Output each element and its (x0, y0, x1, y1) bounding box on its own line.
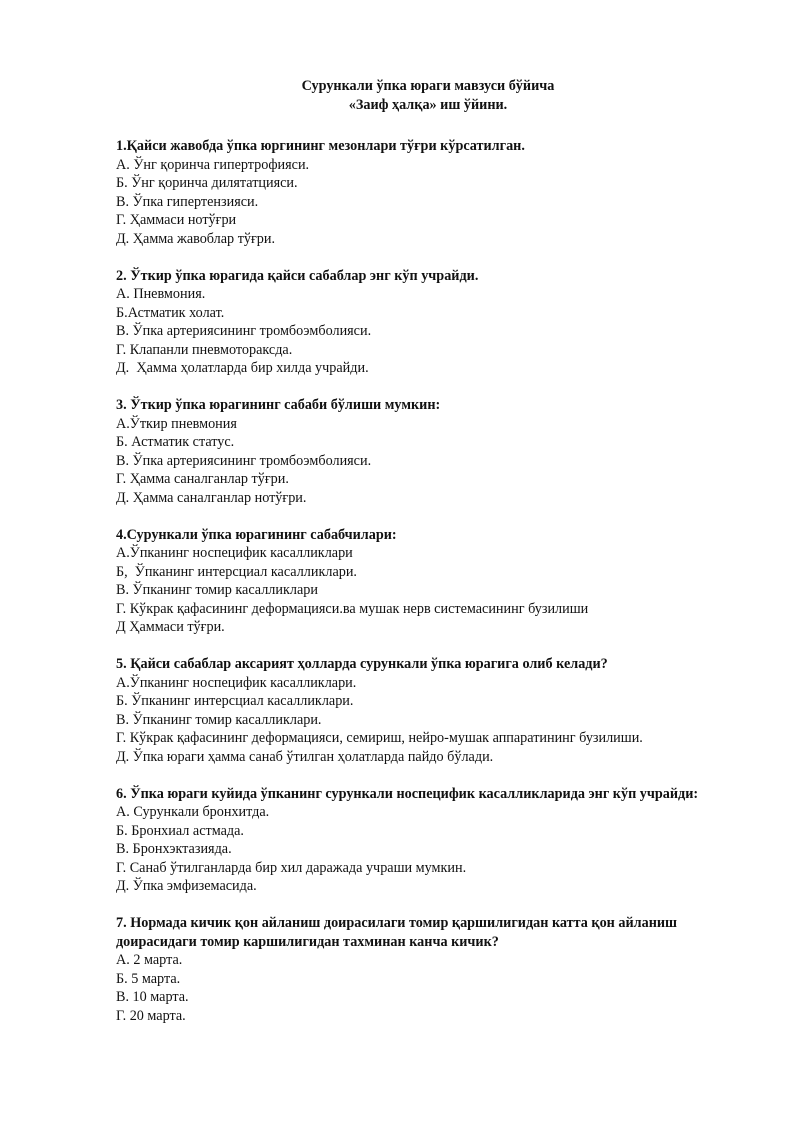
answer-option: Д Ҳаммаси тўғри. (116, 619, 225, 635)
title-line-2: «Заиф ҳалқа» иш ўйини. (348, 96, 508, 113)
answer-option: Г. 20 марта. (116, 1007, 186, 1024)
question-text: 3. Ўткир ўпка юрагининг сабаби бўлиши мумкин: (116, 397, 441, 413)
answer-option: А. Ўнг қоринча гипертрофияси. (116, 156, 310, 173)
answer-option: Д. Ўпка эмфиземасида. (116, 878, 257, 894)
answer-options (116, 285, 720, 378)
question-1 (116, 137, 720, 248)
answer-option: В. Ўпка гипертензияси. (116, 193, 259, 210)
question-4 (116, 526, 720, 637)
answer-option: Д. Ҳамма жавоблар тўғри. (116, 230, 276, 247)
answer-options (116, 803, 720, 896)
answer-option: В. Ўпка артериясининг тромбоэмболияси. (116, 452, 372, 469)
answer-option: В. Ўпканинг томир касалликлари. (116, 711, 322, 728)
answer-option: Д. Ҳамма саналганлар нотўғри. (116, 489, 307, 506)
answer-option: Б. Ўнг қоринча дилятатцияси. (116, 175, 298, 191)
answer-option: Г. Кўкрак қафасининг деформацияси.ва мушак нерв системасининг бузилиши (116, 600, 589, 617)
answer-option: А.Ўткир пневмония (116, 415, 237, 432)
question-6 (116, 785, 720, 896)
question-2 (116, 267, 720, 378)
question-3 (116, 396, 720, 507)
answer-option: Д. Ўпка юраги ҳамма санаб ўтилган ҳолатларда пайдо бўлади. (116, 748, 494, 765)
title-line-1: Сурункали ўпка юраги мавзуси бўйича (301, 78, 555, 94)
answer-options (116, 951, 720, 1025)
answer-option: Б. 5 марта. (116, 970, 181, 987)
question-7 (116, 914, 720, 1025)
document-title (116, 77, 720, 114)
answer-options (116, 544, 720, 637)
answer-option: А. 2 марта. (116, 952, 183, 968)
answer-options (116, 156, 720, 249)
question-text: 7. Нормада кичик қон айланиш доирасилаги томир қаршилигидан катта қон айланиш доирасидаги томир каршилигидан тахминан канча кичик? (116, 915, 678, 950)
question-text: 6. Ўпка юраги куйида ўпканинг сурункали носпецифик касалликларида энг кўп учрайди: (116, 785, 699, 802)
answer-option: А.Ўпканинг носпецифик касалликлари (116, 545, 353, 561)
answer-option: Б, Ўпканинг интерсциал касалликлари. (116, 563, 357, 580)
answer-option: Г. Санаб ўтилганларда бир хил даражада учраши мумкин. (116, 859, 467, 876)
answer-option: А. Сурункали бронхитда. (116, 804, 270, 820)
question-text: 4.Сурункали ўпка юрагининг сабабчилари: (116, 526, 397, 543)
answer-option: В. Ўпка артериясининг тромбоэмболияси. (116, 323, 372, 339)
question-text: 2. Ўткир ўпка юрагида қайси сабаблар энг кўп учрайди. (116, 267, 479, 284)
answer-option: Д. Ҳамма ҳолатларда бир хилда учрайди. (116, 360, 369, 376)
answer-option: Б. Бронхиал астмада. (116, 822, 244, 839)
answer-option: Г. Клапанли пневмотораксда. (116, 341, 293, 358)
answer-option: Г. Кўкрак қафасининг деформацияси, семириш, нейро-мушак аппаратининг бузилиши. (116, 730, 643, 746)
answer-option: А. Пневмония. (116, 286, 206, 302)
answer-option: Б. Астматик статус. (116, 434, 235, 450)
answer-option: В. 10 марта. (116, 989, 189, 1005)
answer-option: А.Ўпканинг носпецифик касалликлари. (116, 674, 357, 691)
answer-options (116, 674, 720, 767)
answer-option: В. Ўпканинг томир касалликлари (116, 582, 318, 598)
answer-option: Г. Ҳаммаси нотўғри (116, 212, 237, 228)
question-text: 5. Қайси сабаблар аксарият ҳолларда сурункали ўпка юрагига олиб келади? (116, 656, 608, 672)
answer-option: Г. Ҳамма саналганлар тўғри. (116, 471, 289, 487)
answer-option: Б. Ўпканинг интерсциал касалликлари. (116, 693, 354, 709)
answer-option: В. Бронхэктазияда. (116, 841, 232, 857)
question-text: 1.Қайси жавобда ўпка юргининг мезонлари тўғри кўрсатилган. (116, 138, 525, 154)
answer-options (116, 415, 720, 508)
answer-option: Б.Астматик холат. (116, 304, 225, 321)
question-5 (116, 655, 720, 766)
